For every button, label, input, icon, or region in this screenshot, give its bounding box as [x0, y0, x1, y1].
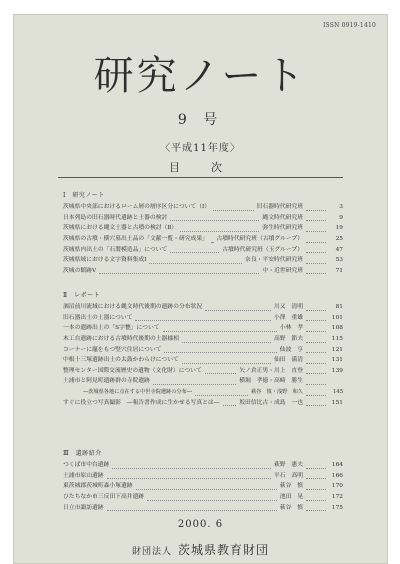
dot-leader	[306, 389, 326, 396]
entry-author: 中・近世研究班	[262, 267, 303, 274]
entry-page: 175	[331, 504, 343, 511]
entry-title: 中根十三塚遺跡出土の太鼓かわらけについて	[63, 357, 179, 364]
dot-leader	[306, 257, 326, 264]
dot-leader	[306, 357, 326, 364]
entry-page: 172	[331, 494, 343, 501]
publication-date: 2000. 6	[177, 519, 224, 530]
entry-title: 日本列島の旧石器時代遺跡と土器の検討	[63, 214, 168, 221]
dot-leader	[205, 367, 236, 374]
toc-section-site-introductions	[63, 448, 343, 513]
entry-author: 縄文時代研究班	[262, 214, 303, 221]
toc-entry	[63, 223, 343, 234]
entry-author: 高野 節夫	[274, 336, 303, 343]
dot-leader	[306, 246, 326, 253]
entry-page: 81	[335, 304, 343, 311]
entry-page: 115	[331, 336, 343, 343]
entry-page: 164	[331, 462, 343, 469]
entry-author: 池田 晃	[279, 494, 303, 501]
entry-author: 旧石器時代研究班	[256, 204, 303, 211]
entry-page: 145	[333, 389, 343, 396]
entry-page: 166	[331, 472, 343, 479]
entry-title: 茨城県における縄文土器と古墳の検討（Ⅱ）	[63, 225, 178, 232]
dot-leader	[211, 236, 214, 243]
entry-title: 日立市諏訪遺跡	[63, 504, 104, 511]
entry-author: 萩谷 慎	[279, 504, 303, 511]
entry-page: 108	[331, 325, 343, 332]
toc-entry	[63, 387, 343, 398]
toc-entry	[63, 471, 343, 482]
entry-title: 東茨城郡茨城町森小塚遺跡	[63, 483, 133, 490]
dot-leader	[306, 483, 326, 490]
entry-author: 弥生時代研究班	[262, 225, 303, 232]
dot-leader	[107, 504, 277, 511]
entry-page: 71	[335, 267, 343, 274]
dot-leader	[306, 399, 326, 406]
dot-leader	[182, 357, 271, 364]
dot-leader	[306, 462, 326, 469]
entry-title: 一本の遺跡出土の「S字甕」について	[63, 325, 160, 332]
entry-page: 170	[331, 483, 343, 490]
dot-leader	[306, 325, 326, 332]
dot-leader	[147, 494, 277, 501]
entry-author: 古墳時代研究班（古墳グループ）	[216, 236, 303, 243]
entry-author: 平石 高明	[274, 472, 303, 479]
dot-leader	[107, 472, 271, 479]
entry-title: コーナーに竈をもつ竪穴住居について	[63, 346, 162, 353]
toc-entry	[63, 323, 343, 334]
entry-page: 139	[331, 367, 343, 374]
publisher-prefix: 財団法人	[131, 547, 172, 557]
journal-title: 研究ノート	[93, 53, 308, 99]
toc-entry	[63, 334, 343, 345]
toc-entry	[63, 492, 343, 503]
entry-author: 矢ノ倉正男・川上 直登	[239, 367, 303, 374]
entry-page: 47	[335, 246, 343, 253]
toc-entry	[63, 502, 343, 513]
entry-title: 土浦市原山遺跡	[63, 472, 104, 479]
toc-entry	[63, 355, 343, 366]
entry-author: 仙田 満清	[274, 357, 303, 364]
entry-author: 萩谷 慎・浅野 和久	[251, 389, 303, 396]
dot-leader	[182, 336, 271, 343]
entry-page: 121	[331, 346, 343, 353]
toc-entry	[63, 344, 343, 355]
toc-entry	[63, 255, 343, 266]
dot-leader	[163, 325, 277, 332]
dot-leader	[170, 214, 259, 221]
entry-title: すぐに役立つ写真撮影 ―報告書作成に生かせる写真とは―	[63, 399, 220, 406]
entry-author: 小澤 重雄	[274, 314, 303, 321]
dot-leader	[306, 225, 326, 232]
entry-author: 仙波 亨	[279, 346, 303, 353]
toc-entry	[63, 266, 343, 277]
entry-author: 横堀 孝徳・高崎 勝生	[239, 378, 303, 385]
dot-leader	[170, 246, 219, 253]
dot-leader	[153, 378, 236, 385]
dot-leader	[306, 472, 326, 479]
entry-author: 萩野 憲夫	[274, 462, 303, 469]
entry-page: 151	[331, 399, 343, 406]
dot-leader	[223, 399, 237, 406]
entry-page: 19	[335, 225, 343, 232]
toc-entry	[63, 234, 343, 245]
dot-leader	[306, 367, 326, 374]
entry-author: 萩谷 慎	[279, 483, 303, 490]
section-title: Ⅱ レポート	[63, 292, 101, 299]
entry-title: 木工台遺跡における古墳時代後期の土器様相	[63, 336, 179, 343]
dot-leader	[306, 314, 326, 321]
dot-leader	[112, 462, 271, 469]
entry-title: 旧石器出土の土器について	[63, 314, 133, 321]
entry-page: 25	[335, 236, 343, 243]
publisher-name: 茨城県教育財団	[178, 543, 270, 557]
dot-leader	[180, 225, 259, 232]
entry-page: 53	[335, 257, 343, 264]
toc-divider	[58, 177, 343, 178]
dot-leader	[306, 304, 326, 311]
entry-title: 土浦市と阿見町遺跡群の寺院遺跡	[63, 378, 150, 385]
publisher	[13, 541, 388, 558]
entry-title: 整理センター国際交流歴史の遺物（文化財）について	[63, 367, 202, 374]
issn: ISSN 0919-1410	[322, 22, 376, 29]
entry-page: 3	[339, 204, 343, 211]
entry-page: 9	[339, 214, 343, 221]
entry-title: 茨城県中央部におけるローム層の層序区分について（Ⅰ）	[63, 204, 211, 211]
dot-leader	[135, 314, 271, 321]
toc-entry	[63, 366, 343, 377]
dot-leader	[306, 346, 326, 353]
dot-leader	[99, 267, 259, 274]
section-title: Ⅲ 遺跡紹介	[63, 450, 102, 457]
dot-leader	[306, 236, 326, 243]
entry-author: 古墳時代研究班（玉グループ）	[222, 246, 303, 253]
dot-leader	[164, 346, 276, 353]
entry-title: つくば市中台遺跡	[63, 462, 110, 469]
dot-leader	[306, 204, 326, 211]
entry-title: ひたちなか市三反田下高井遺跡	[63, 494, 145, 501]
entry-title: 茨城県域における文字資料集成Ⅰ	[63, 257, 147, 264]
toc-entry	[63, 202, 343, 213]
entry-title: 茨城の館跡Ⅴ	[63, 267, 97, 274]
section-title: I 研究ノート	[63, 192, 105, 199]
entry-title: 涸沼前川流域における縄文時代後期の遺跡の分布状況	[63, 304, 203, 311]
toc-section-reports	[63, 290, 343, 408]
entry-author: 坂田信比古・成島 一也	[239, 399, 303, 406]
dot-leader	[306, 378, 326, 385]
toc-entry	[63, 302, 343, 313]
entry-title: 茨城県の古墳・横穴墓出土品の「文献一覧・研究成果」	[63, 236, 208, 243]
dot-leader	[306, 214, 326, 221]
dot-leader	[306, 504, 326, 511]
entry-author: 小林 孝	[279, 325, 303, 332]
entry-page: 131	[331, 357, 343, 364]
toc-entry	[63, 376, 343, 387]
entry-page: 101	[331, 314, 343, 321]
dot-leader	[195, 389, 248, 396]
entry-author: 川又 清明	[274, 304, 303, 311]
toc-entry	[63, 313, 343, 324]
toc-heading: 目 次	[169, 161, 232, 174]
dot-leader	[149, 257, 242, 264]
toc-entry	[63, 244, 343, 255]
dot-leader	[306, 267, 326, 274]
toc-entry	[63, 397, 343, 408]
toc-entry	[63, 460, 343, 471]
toc-entry	[63, 213, 343, 224]
dot-leader	[306, 336, 326, 343]
journal-cover	[13, 14, 388, 564]
dot-leader	[205, 304, 271, 311]
toc-section-research-notes	[63, 190, 343, 276]
entry-title: 茨城県内出土の「石製模造品」について	[63, 246, 168, 253]
toc-entry	[63, 481, 343, 492]
issue-number: 9 号	[177, 112, 224, 128]
dot-leader	[213, 204, 254, 211]
dot-leader	[306, 494, 326, 501]
dot-leader	[136, 483, 277, 490]
fiscal-year: 〈平成11年度〉	[160, 143, 241, 154]
entry-title: ―茨城県各地に点在する中世寺院遺跡の分布―	[83, 389, 192, 396]
entry-author: 奈良・平安時代研究班	[245, 257, 303, 264]
